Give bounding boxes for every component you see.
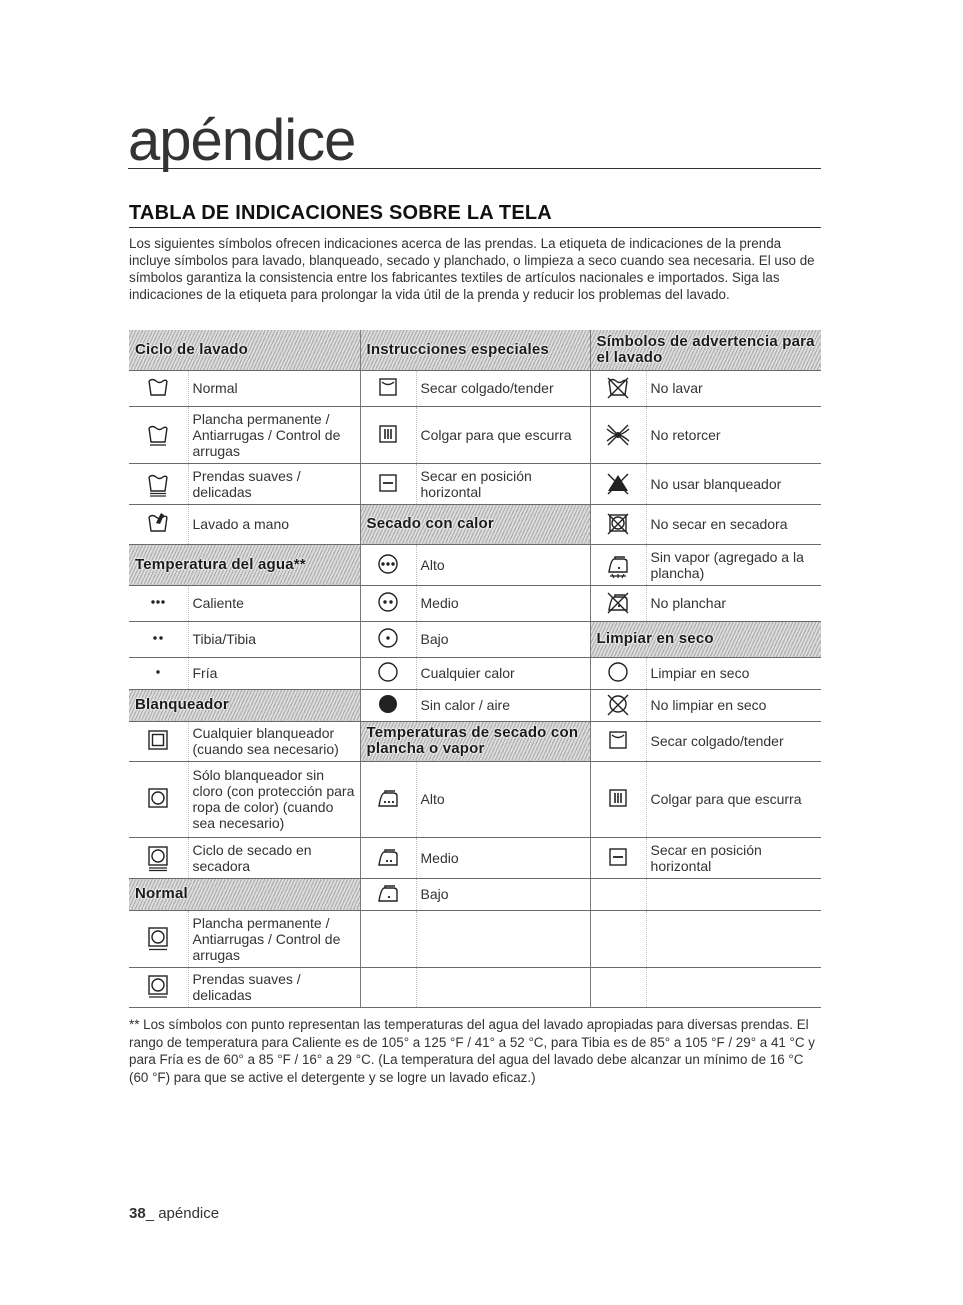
symbol-cell [129,504,188,544]
description-cell [646,721,821,761]
symbol-cell [590,406,646,463]
description-text: Cualquier calor [420,665,515,681]
footnote: ** Los símbolos con punto representan las temperaturas del agua del lavado apropiadas para diversas prendas. El rango de temperatura para Caliente es de 105° a 125 °F / 41° a 52 °C, para Tibia es de 85° a 105 °F / 29° a 41 °C y para Fría es de 60° a 85 °F / 16° a 29 °C. (La temperatura del agua del lavado debe alcanzar un mínimo de 16 °C (60 °F) para que se active el detergente y se logre un lavado eficaz.) [129,1017,816,1085]
footer-label: _ apéndice [145,1205,220,1222]
table-row [129,689,821,721]
description-cell [646,837,821,878]
description-text: Cualquier blanqueador (cuando sea necesario) [192,725,339,757]
page-number: 38 [129,1205,146,1222]
section-header-label: Secado con calor [366,515,494,532]
iron-low-icon [374,880,402,908]
dry-flat-icon [604,844,632,872]
description-cell [188,910,360,967]
fabric-care-table [129,330,821,1008]
table-row [129,504,821,544]
section-header-cell [360,721,590,761]
description-text: Secar colgado/tender [650,733,784,749]
section-header-cell [129,689,360,721]
description-cell [188,721,360,761]
description-cell [646,761,821,837]
description-cell [188,585,360,621]
symbol-cell [129,406,188,463]
section-header-label: Normal [135,885,188,902]
description-text: No secar en secadora [650,516,788,532]
iron-medium-icon [374,844,402,872]
description-text: Fría [192,665,218,681]
symbol-cell [129,761,188,837]
description-cell [416,967,590,1007]
section-header-cell [590,621,821,657]
symbol-cell [129,370,188,406]
table-row [129,370,821,406]
symbol-cell [360,878,416,910]
symbol-cell [129,621,188,657]
description-cell [416,585,590,621]
symbol-cell [360,370,416,406]
description-text: Sin vapor (agregado a la plancha) [650,548,804,581]
description-text: Alto [420,556,445,573]
do-not-iron-icon [604,589,632,617]
description-text: No retorcer [650,426,721,443]
description-text: Colgar para que escurra [650,791,802,807]
description-cell [646,657,821,689]
temp-warm-icon [144,625,172,653]
symbol-cell [590,721,646,761]
tumble-dry-permanent-press-icon [144,925,172,953]
tumble-dry-delicate-icon [144,844,172,872]
section-header-label: Limpiar en seco [596,630,714,647]
section-header-label: Ciclo de lavado [135,340,249,358]
drip-dry-icon [604,785,632,813]
symbol-cell [590,585,646,621]
do-not-bleach-icon [604,470,632,498]
hand-wash-icon [144,510,172,538]
table-row [129,657,821,689]
description-cell [646,585,821,621]
symbol-cell [360,967,416,1007]
dry-line-icon [374,374,402,402]
symbol-cell [360,689,416,721]
description-text: Colgar para que escurra [420,426,572,443]
drip-dry-icon [374,421,402,449]
page-footer [129,1205,219,1222]
description-cell [646,463,821,504]
description-cell [188,370,360,406]
symbol-cell [360,837,416,878]
description-text: Tibia/Tibia [192,631,257,647]
section-header-label: Temperaturas de secado con plancha o vapor [366,724,579,757]
dry-flat-icon [374,470,402,498]
description-cell [416,544,590,585]
symbol-cell [590,463,646,504]
symbol-cell [129,721,188,761]
description-text: Plancha permanente / Antiarrugas / Control de arrugas [192,410,341,459]
table-row [129,721,821,761]
symbol-cell [360,585,416,621]
section-header-label: Blanqueador [135,696,229,713]
section-header-cell [129,330,360,370]
dry-any-heat-icon [374,659,402,687]
description-cell [416,621,590,657]
section-header-cell [360,504,590,544]
description-text: Lavado a mano [192,516,290,532]
section-header-label: Instrucciones especiales [366,340,549,358]
temp-hot-icon [144,589,172,617]
description-cell [646,910,821,967]
symbol-cell [360,910,416,967]
description-text: No planchar [650,595,727,611]
description-cell [646,967,821,1007]
symbol-cell [360,406,416,463]
table-row [129,761,821,837]
table-row [129,837,821,878]
table-row [129,544,821,585]
description-cell [188,967,360,1007]
symbol-cell [129,910,188,967]
chapter-heading [128,108,821,173]
description-text: Prendas suaves / delicadas [192,467,301,500]
wash-tub-delicate-icon [144,470,172,498]
description-text: Secar en posición horizontal [650,841,762,874]
description-text: Caliente [192,595,244,611]
dry-low-heat-icon [374,625,402,653]
symbol-cell [590,910,646,967]
iron-high-icon [374,785,402,813]
do-not-wring-icon [604,421,632,449]
section-header-cell [590,330,821,370]
description-cell [416,837,590,878]
symbol-cell [590,504,646,544]
wash-tub-normal-icon [144,374,172,402]
table-row [129,330,821,370]
table-row [129,463,821,504]
description-text: Medio [420,849,459,866]
symbol-cell [129,657,188,689]
table-row [129,878,821,910]
description-text: Prendas suaves / delicadas [192,971,301,1003]
symbol-cell [129,585,188,621]
description-cell [646,689,821,721]
description-cell [416,689,590,721]
description-cell [416,463,590,504]
description-text: Normal [192,380,238,396]
description-cell [646,504,821,544]
table-row [129,621,821,657]
table-row [129,910,821,967]
symbol-cell [590,689,646,721]
description-cell [188,837,360,878]
dry-no-heat-icon [374,691,402,719]
description-text: Sin calor / aire [420,697,510,713]
symbol-cell [360,761,416,837]
section-header-cell [129,544,360,585]
symbol-cell [129,463,188,504]
description-text: Bajo [420,886,449,902]
symbol-cell [590,657,646,689]
symbol-cell [590,761,646,837]
symbol-cell [360,621,416,657]
dry-line-icon [604,727,632,755]
symbol-cell [590,967,646,1007]
section-header-label: Temperatura del agua** [135,555,306,573]
description-text: Bajo [420,631,449,647]
description-cell [646,406,821,463]
symbol-cell [590,837,646,878]
description-cell [188,463,360,504]
no-steam-icon [604,551,632,579]
description-text: Sólo blanqueador sin cloro (con protección para ropa de color) (cuando sea necesario) [192,767,355,831]
table-row [129,585,821,621]
dry-clean-icon [604,659,632,687]
description-text: Limpiar en seco [650,665,750,681]
description-cell [646,370,821,406]
description-cell [188,406,360,463]
symbol-cell [590,878,646,910]
non-chlorine-bleach-icon [144,785,172,813]
section-title: TABLA DE INDICACIONES SOBRE LA TELA [129,202,821,228]
section-header-label: Símbolos de advertencia para el lavado [596,332,815,366]
description-text: Medio [420,595,459,611]
description-text: No lavar [650,380,703,396]
description-text: Alto [420,791,445,807]
description-cell [416,910,590,967]
symbol-cell [360,544,416,585]
description-cell [646,544,821,585]
symbol-cell [129,837,188,878]
section-header-cell [129,878,360,910]
table-row [129,406,821,463]
table-row [129,967,821,1007]
description-text: Ciclo de secado en secadora [192,841,312,874]
intro-paragraph: Los siguientes símbolos ofrecen indicaciones acerca de las prendas. La etiqueta de indicaciones de la prenda incluye símbolos para lavado, blanqueado, secado y planchado, o limpieza a seco cuando sea necesaria. El uso de símbolos garantiza la consistencia entre los fabricantes textiles de artículos nacionales e importados. Siga las indicaciones de la etiqueta para prolongar la vida útil de la prenda y reducir los problemas del lavado. [129,236,815,302]
do-not-dry-clean-icon [604,691,632,719]
description-text: No limpiar en seco [650,697,767,713]
chapter-title: apéndice [128,108,356,173]
description-cell [416,878,590,910]
description-text: Secar en posición horizontal [420,467,532,500]
dry-high-heat-icon [374,551,402,579]
symbol-cell [129,967,188,1007]
description-cell [646,878,821,910]
temp-cold-icon [144,659,172,687]
description-cell [416,761,590,837]
wash-tub-permanent-press-icon [144,421,172,449]
description-cell [188,657,360,689]
symbol-cell [360,657,416,689]
do-not-wash-icon [604,374,632,402]
description-cell [188,504,360,544]
section-header-cell [360,330,590,370]
tumble-dry-gentle-icon [144,973,172,1001]
description-cell [188,761,360,837]
description-cell [188,621,360,657]
dry-medium-heat-icon [374,589,402,617]
bleach-any-icon [144,727,172,755]
symbol-cell [590,370,646,406]
symbol-cell [360,463,416,504]
description-cell [416,406,590,463]
description-text: Plancha permanente / Antiarrugas / Control de arrugas [192,914,341,963]
description-cell [416,657,590,689]
do-not-tumble-dry-icon [604,510,632,538]
description-text: No usar blanqueador [650,475,782,492]
symbol-cell [590,544,646,585]
description-cell [416,370,590,406]
description-text: Secar colgado/tender [420,380,554,396]
